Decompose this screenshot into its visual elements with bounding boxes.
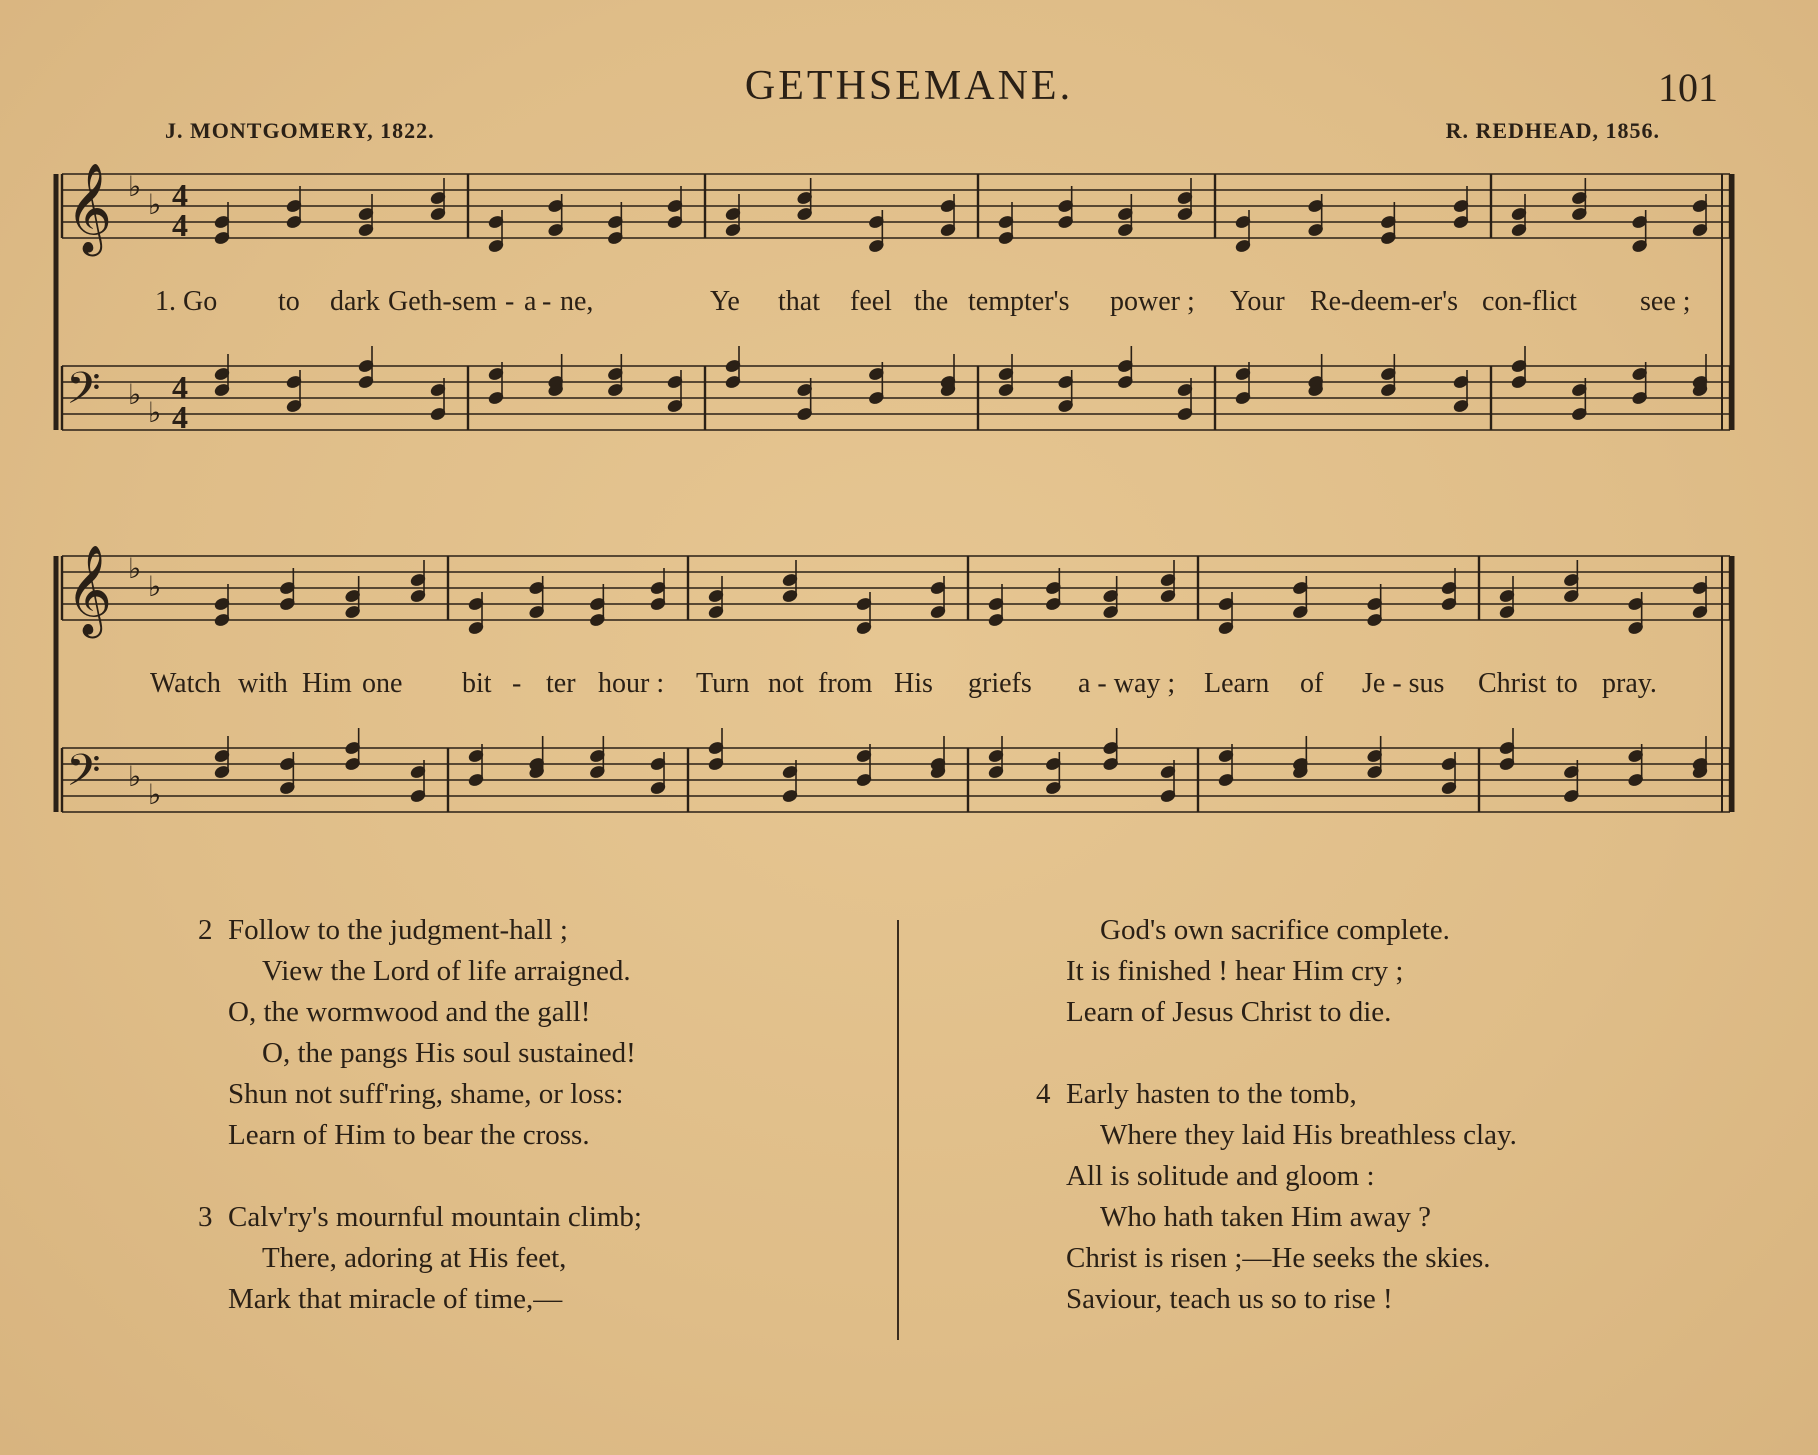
music-composer: R. REDHEAD, 1856. bbox=[1445, 118, 1660, 143]
verse-number: 3 bbox=[198, 1201, 213, 1233]
lyric-syllable: Re-deem-er's bbox=[1310, 286, 1459, 317]
time-signature: 4 bbox=[172, 177, 188, 213]
verse-3 bbox=[198, 1197, 642, 1320]
lyric-syllable: dark bbox=[330, 286, 380, 317]
verse-line: It is finished ! hear Him cry ; bbox=[1066, 955, 1404, 987]
lyric-syllable: to bbox=[278, 286, 300, 317]
verse-line: Who hath taken Him away ? bbox=[1100, 1201, 1431, 1233]
verses-right-column bbox=[1036, 910, 1517, 1320]
verse-line: Christ is risen ;—He seeks the skies. bbox=[1066, 1242, 1491, 1274]
verse-line: Where they laid His breathless clay. bbox=[1100, 1119, 1517, 1151]
verse-line: Saviour, teach us so to rise ! bbox=[1066, 1283, 1393, 1315]
lyric-syllable: Watch bbox=[150, 668, 221, 699]
verse-line: Shun not suff'ring, shame, or loss: bbox=[228, 1078, 624, 1110]
clef-icon: 𝄞 bbox=[66, 163, 113, 253]
lyric-syllable: with bbox=[238, 668, 288, 699]
verse-line: God's own sacrifice complete. bbox=[1100, 914, 1450, 946]
lyric-syllable: - bbox=[542, 286, 552, 317]
lyric-syllable: Geth-sem bbox=[388, 286, 497, 317]
lyric-syllable: that bbox=[778, 286, 820, 317]
clef-icon: ♭ bbox=[148, 778, 162, 811]
lyric-syllable: - bbox=[512, 668, 522, 699]
clef-icon: ♭ bbox=[128, 760, 142, 793]
lyric-syllable: bit bbox=[462, 668, 492, 699]
verse-line: All is solitude and gloom : bbox=[1066, 1160, 1375, 1192]
lyric-syllable: con-flict bbox=[1482, 286, 1577, 317]
lyric-syllable: - bbox=[505, 286, 515, 317]
lyric-syllable: pray. bbox=[1602, 668, 1657, 699]
verse-line: Calv'ry's mournful mountain climb; bbox=[228, 1201, 642, 1233]
verse-line: Follow to the judgment-hall ; bbox=[228, 914, 568, 946]
clef-icon: ♭ bbox=[148, 570, 162, 603]
verse-number: 2 bbox=[198, 914, 213, 946]
lyric-syllable: of bbox=[1300, 668, 1324, 699]
lyric-syllable: 1. Go bbox=[155, 286, 218, 317]
clef-icon: 𝄞 bbox=[66, 545, 113, 635]
lyric-syllable: power ; bbox=[1110, 286, 1195, 317]
lyric-syllable: a - way ; bbox=[1078, 668, 1176, 699]
time-signature: 4 bbox=[172, 207, 188, 243]
lyric-syllable: the bbox=[914, 286, 949, 317]
lyric-syllable: Je - sus bbox=[1362, 668, 1445, 699]
verse-number: 4 bbox=[1036, 1078, 1051, 1110]
clef-icon: ♭ bbox=[148, 396, 162, 429]
verse-line: View the Lord of life arraigned. bbox=[262, 955, 631, 987]
lyric-syllable: hour : bbox=[598, 668, 665, 699]
lyric-syllable: feel bbox=[850, 286, 892, 317]
lyric-syllable: to bbox=[1556, 668, 1578, 699]
clef-icon: ♭ bbox=[128, 378, 142, 411]
verse-line: Mark that miracle of time,— bbox=[228, 1283, 563, 1315]
lyric-syllable: ter bbox=[546, 668, 576, 699]
verse-line: O, the wormwood and the gall! bbox=[228, 996, 591, 1028]
clef-icon: ♭ bbox=[148, 188, 162, 221]
verse-line: Early hasten to the tomb, bbox=[1066, 1078, 1357, 1110]
verses-left-column bbox=[198, 910, 642, 1320]
verse-line: There, adoring at His feet, bbox=[262, 1242, 567, 1274]
verse-line: Learn of Him to bear the cross. bbox=[228, 1119, 590, 1151]
lyric-syllable: see ; bbox=[1640, 286, 1691, 317]
lyric-syllable: Ye bbox=[710, 286, 740, 317]
words-author: J. MONTGOMERY, 1822. bbox=[165, 118, 435, 143]
lyric-syllable: ne, bbox=[560, 286, 594, 317]
clef-icon: ♭ bbox=[128, 170, 142, 203]
lyric-syllable: His bbox=[894, 668, 933, 699]
lyric-syllable: Learn bbox=[1204, 668, 1270, 699]
column-divider bbox=[897, 920, 899, 1340]
lyric-syllable: Him bbox=[302, 668, 352, 699]
lyric-syllable: not bbox=[768, 668, 804, 699]
lyric-syllable: Turn bbox=[696, 668, 750, 699]
time-signature: 4 bbox=[172, 369, 188, 405]
hymn-title: GETHSEMANE. bbox=[744, 63, 1074, 109]
time-signature: 4 bbox=[172, 399, 188, 435]
lyric-syllable: tempter's bbox=[968, 286, 1070, 317]
clef-icon: 𝄢 bbox=[66, 744, 101, 807]
lyric-syllable: one bbox=[362, 668, 403, 699]
lyric-syllable: from bbox=[818, 668, 873, 699]
page-number: 101 bbox=[1658, 65, 1718, 110]
lyric-syllable: a bbox=[524, 286, 537, 317]
lyric-syllable: griefs bbox=[968, 668, 1032, 699]
clef-icon: ♭ bbox=[128, 552, 142, 585]
clef-icon: 𝄢 bbox=[66, 362, 101, 425]
verse-4 bbox=[1036, 1074, 1517, 1320]
verse-line: Learn of Jesus Christ to die. bbox=[1066, 996, 1392, 1028]
verse-line: O, the pangs His soul sustained! bbox=[262, 1037, 636, 1069]
lyric-syllable: Christ bbox=[1478, 668, 1547, 699]
lyric-syllable: Your bbox=[1230, 286, 1285, 317]
verse-2 bbox=[198, 910, 642, 1156]
